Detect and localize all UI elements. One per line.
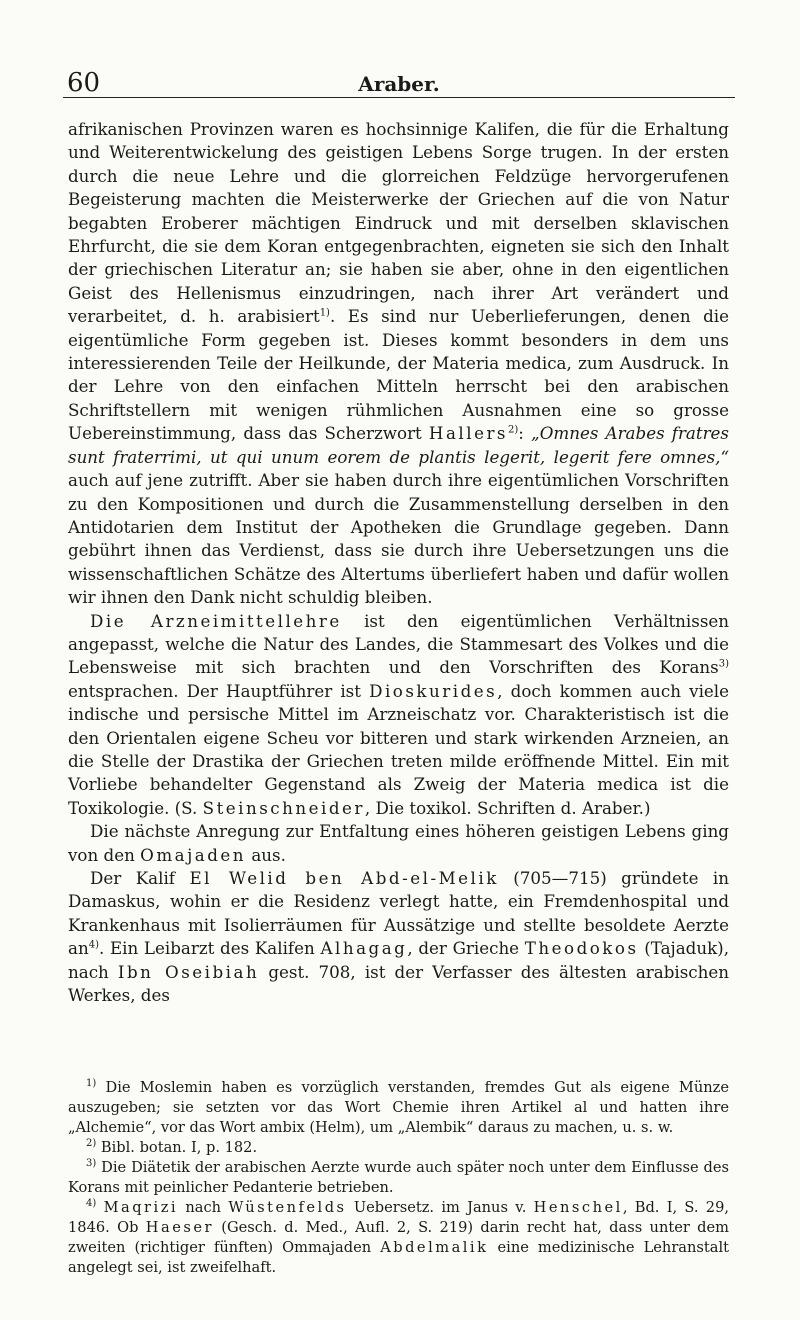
paragraph-2: Die Arzneimittellehre ist den eigentümlichen Verhältnissen angepasst, welche die Natur des Landes, die Stammesart des Volkes und die Lebensweise mit sich brachten und den Vorschriften des Korans$^{3)}$ entsprachen. Der Hauptführer ist Dioskurides, doch kommen auch viele indische und persische Mittel im Arzneischatz vor. Charakteristisch ist die den Orientalen eigene Scheu vor bitteren und stark wirkenden Arzneien, an die Stelle der Drastika der Griechen treten milde eröffnende Mittel. Ein mit Vorliebe behandelter Gegenstand als Zweig der Materia medica ist die Toxikologie. (S. Steinschneider, Die toxikol. Schriften d. Araber.) <box>68 610 730 818</box>
footnote-3: $^{3)}$ Die Diätetik der arabischen Aerzte wurde auch später noch unter dem Einflusse des Korans mit peinlicher Pedanterie betrieben. <box>68 1158 729 1196</box>
name-theodokos: Theodokos <box>524 938 639 959</box>
term-arzneimittellehre: Die Arzneimittellehre <box>90 610 342 631</box>
paragraph-1: afrikanischen Provinzen waren es hochsinnige Kalifen, die für die Erhaltung und Weiterentwickelung des geistigen Lebens Sorge trugen. In der ersten durch die neue Lehre und die glorreichen Feldzüge hervorgerufenen Begeisterung machten die Meisterwerke der Griechen auf die von Natur begabten Eroberer mächtigen Eindruck und mit derselben sklavischen Ehrfurcht, die sie dem Koran entgegenbrachten, eigneten sie sich den Inhalt der griechischen Literatur an; sie haben sie aber, ohne in den eigentlichen Geist des Hellenismus einzudringen, nach ihrer Art verändert und verarbeitet, d. h. arabisiert$^{1)}$. Es sind nur Ueberlieferungen, denen die eigentümliche Form gegeben ist. Dieses kommt besonders in dem uns interessierenden Teile der Heilkunde, der Materia medica, zum Ausdruck. In der Lehre von den einfachen Mitteln herrscht bei den arabischen Schriftstellern mit wenigen rühmlichen Ausnahmen eine so grosse Uebereinstimmung, dass das Scherzwort Hallers$^{2)}$: „Omnes Arabes fratres sunt fraterrimi, ut qui unum eorem de plantis legerit, legerit fere omnes,“ auch auf jene zutrifft. Aber sie haben durch ihre eigentümlichen Vorschriften zu den Kompositionen und durch die Zusammenstellung derselben in den Antidotarien dem Institut der Apotheken die Grundlage gegeben. Dann gebührt ihnen das Verdienst, dass sie durch ihre Uebersetzungen uns die wissenschaftlichen Schätze des Altertums überliefert haben und dafür wollen wir ihnen den Dank nicht schuldig bleiben. <box>68 119 729 608</box>
paragraph-4: Der Kalif El Welid ben Abd-el-Melik (705—715) gründete in Damaskus, wohin er die Residenz verlegt hatte, ein Fremdenhospital und Krankenhaus mit Isolierräumen für Aussätzige und stellte besoldete Aerzte $an^{4)}$. Ein Leibarzt des Kalifen Alhagag, der Grieche Theodokos (Tajaduk), nach Ibn Oseibiah gest. 708, ist der Verfasser des ältesten arabischen Werkes, des <box>68 868 730 1006</box>
name-ibn-oseibiah: Ibn Oseibiah <box>117 961 260 982</box>
page-number: 60 <box>67 68 101 98</box>
footnote-ref-2: 2) <box>508 424 519 436</box>
name-haller: Hallers <box>428 423 508 444</box>
footnote-2: $^{2)}$ Bibl. botan. I, p. 182. <box>86 1138 258 1156</box>
name-abdelmalik: Abdelmalik <box>380 1239 489 1256</box>
page-header <box>63 62 735 102</box>
name-maqrizi: Maqrizi <box>103 1199 179 1216</box>
name-haeser: Haeser <box>145 1219 214 1236</box>
body-text <box>68 118 729 1007</box>
footnote-ref-4: 4) <box>88 939 99 951</box>
paragraph-3: Die nächste Anregung zur Entfaltung eines höheren geistigen Lebens ging von den Omajaden aus. <box>68 821 729 865</box>
name-alhagag: Alhagag <box>320 938 408 959</box>
latin-quote: „Omnes Arabes fratres sunt fraterrimi, ut qui unum eorem de plantis legerit, legerit fere omnes,“ <box>68 423 729 467</box>
running-head: Araber. <box>358 72 440 96</box>
name-steinschneider: Steinschneider <box>202 797 365 818</box>
footnotes <box>68 1078 729 1278</box>
header-rule <box>63 97 735 98</box>
name-henschel: Henschel <box>533 1199 623 1216</box>
footnote-ref-3: 3) <box>718 658 729 670</box>
name-wuestenfeld: Wüstenfelds <box>228 1199 347 1216</box>
footnote-4: $^{4)}$ Maqrizi nach Wüstenfelds Uebersetz. im Janus v. Henschel, Bd. I, S. 29, 1846. Ob Haeser (Gesch. d. Med., Aufl. 2, S. 219) darin recht hat, dass unter dem zweiten (richtiger fünften) Ommajaden Abdelmalik eine medizinische Lehranstalt angelegt sei, ist zweifelhaft. <box>68 1198 730 1276</box>
name-el-welid: El Welid ben Abd-el-Melik <box>189 868 499 888</box>
name-dioskurides: Dioskurides <box>369 680 498 701</box>
footnote-1: $^{1)}$ Die Moslemin haben es vorzüglich verstanden, fremdes Gut als eigene Münze auszugeben; sie setzten vor das Wort Chemie ihren Artikel al und hatten ihre „Alchemie“, vor das Wort ambix (Helm), um „Alembik“ daraus zu machen, u. s. w. <box>68 1078 729 1136</box>
name-omajaden: Omajaden <box>140 844 247 865</box>
footnote-ref-1: 1) <box>319 307 330 319</box>
